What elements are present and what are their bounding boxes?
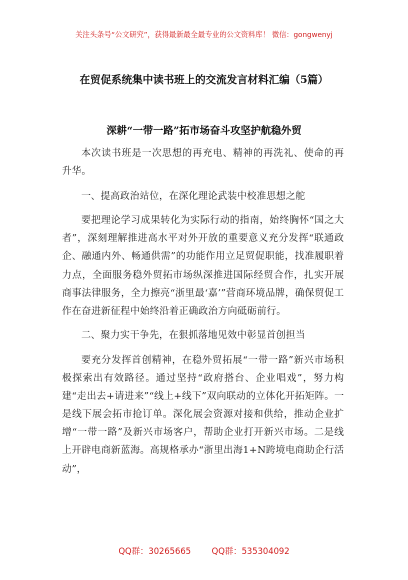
promo-banner: 关注头条号“公文研究”，获得最新最全最专业的公文资料库！ 微信：gongwenyj	[75, 30, 333, 39]
document-title: 在贸促系统集中读书班上的交流发言材料汇编（5篇）	[79, 74, 329, 86]
heading-one: 一、提高政治站位，在深化理论武装中校准思想之舵	[81, 190, 306, 202]
qq-group-2: QQ群：535304092	[211, 546, 290, 556]
section-title: 深耕“一带一路”拓市场奋斗攻坚护航稳外贸	[106, 125, 302, 137]
paragraph-intro: 本次读书班是一次思想的再充电、精神的再洗礼、使命的再升华。	[62, 148, 344, 178]
footer-contact	[0, 545, 408, 557]
qq-group-1: QQ群：30265665	[118, 546, 191, 556]
document-body	[62, 145, 344, 485]
paragraph-one: 要把理论学习成果转化为实际行动的指南，始终胸怀“国之大者”，深刻理解推进高水平对外开放的重要意义充分发挥“联通政企、融通内外、畅通供需”的功能作用立足贸促职能，找准履职着力点，全面服务稳外贸拓市场纵深推进国际经贸合作，扎实开展商事法律服务，全力擦亮“浙里最‘嘉’”营商环境品牌，确保贸促工作在奋进新征程中始终沿着正确政治方向砥砺前行。	[62, 215, 344, 317]
paragraph-two: 要充分发挥首创精神，在稳外贸拓展“一带一路”新兴市场积极探索出有效路径。通过坚持“政府搭台、企业唱戏”，努力构建“走出去+请进来”“线上+线下”双向联动的立体化开拓矩阵。一是线下展会拓市抢订单。深化展会资源对接和供给，推动企业扩增“一带一路”及新兴市场客户，帮助企业打开新兴市场。二是线上开辟电商新蓝海。高规格承办“浙里出海1+N跨境电商助企行活动”，	[62, 354, 344, 475]
heading-two: 二、聚力实干争先，在狠抓落地见效中彰显首创担当	[81, 330, 306, 342]
